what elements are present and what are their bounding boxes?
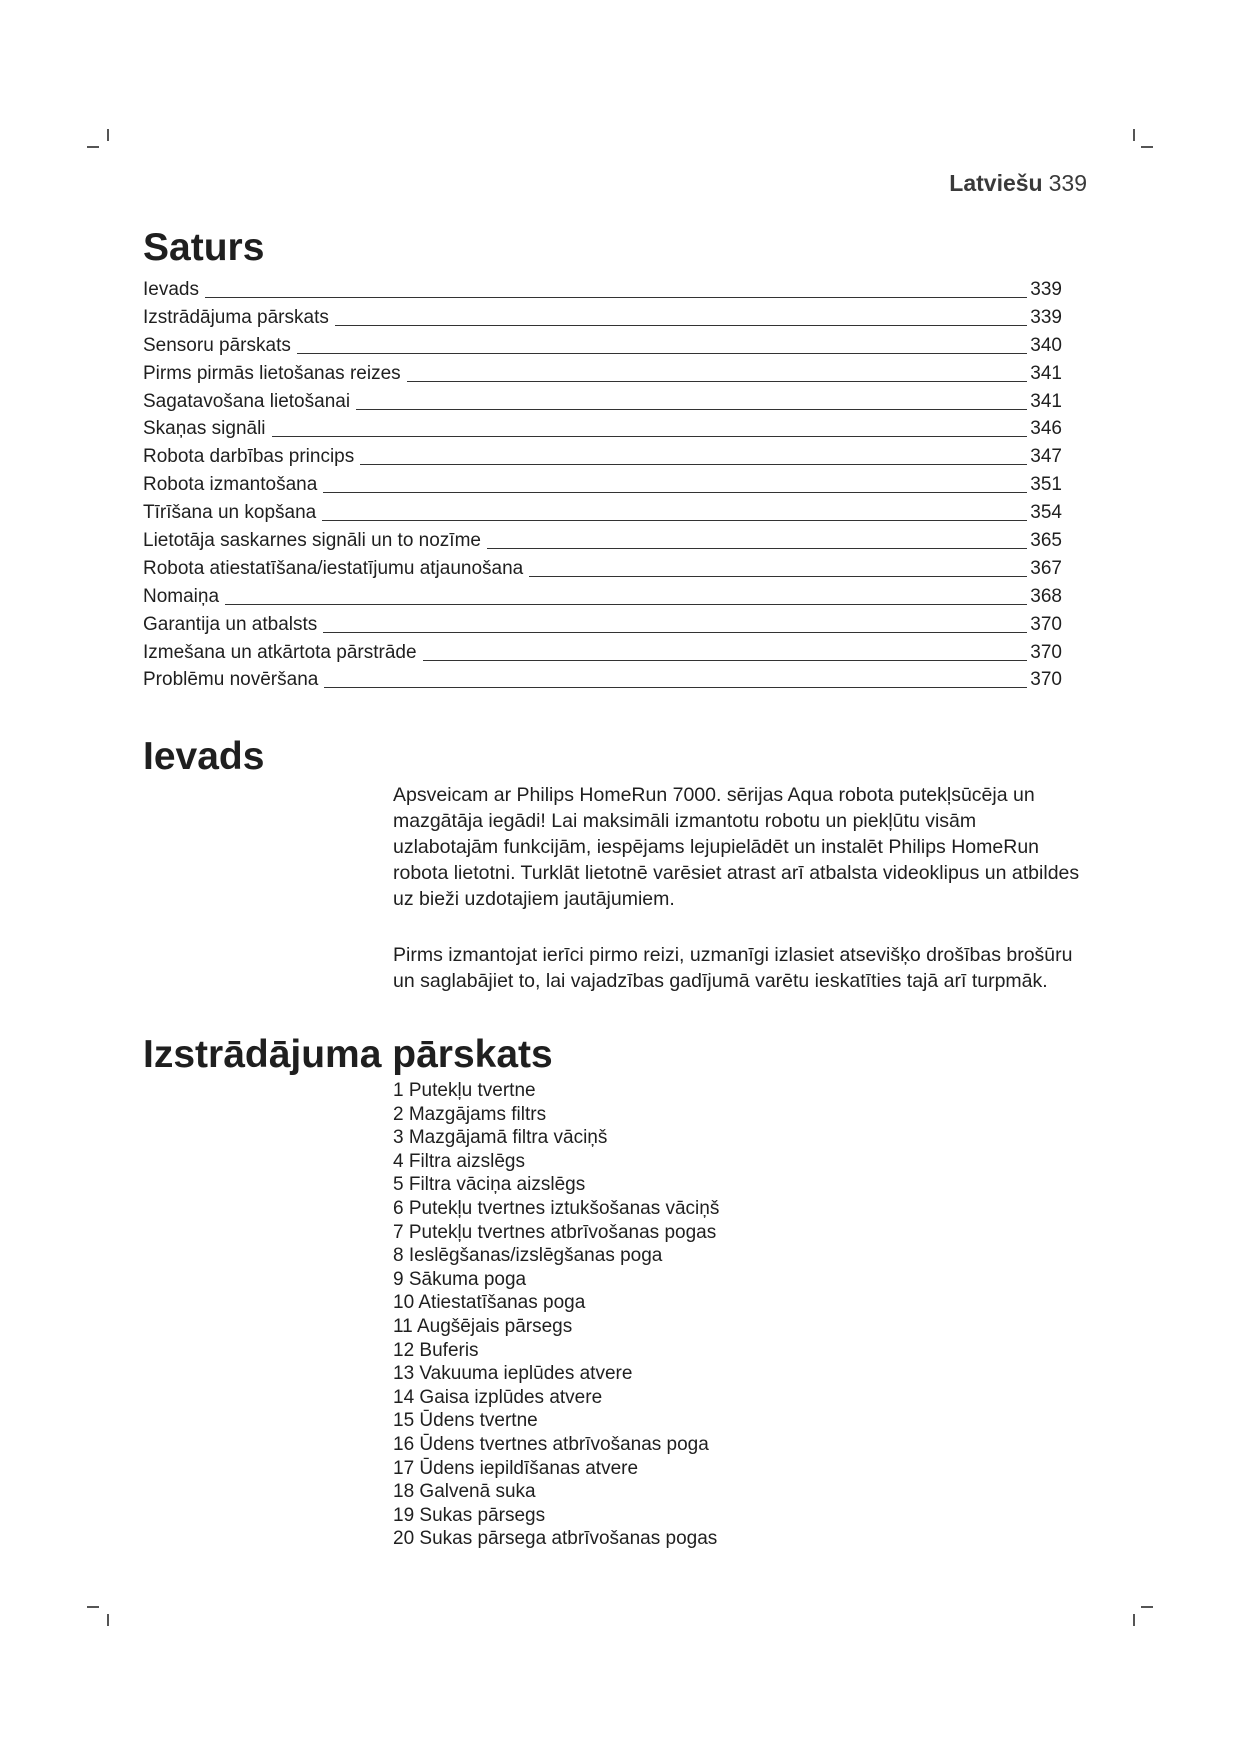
toc-leader-line <box>487 527 1027 549</box>
toc-entry-label: Lietotāja saskarnes signāli un to nozīme <box>143 530 481 552</box>
toc-entry-page: 367 <box>1030 557 1062 579</box>
list-item-label: Putekļu tvertne <box>408 1080 536 1101</box>
header-language: Latviešu <box>949 170 1043 196</box>
toc-entry <box>143 527 1062 555</box>
toc-entry-page: 339 <box>1030 306 1062 328</box>
toc-entry-page: 339 <box>1030 279 1062 300</box>
list-item <box>393 1291 719 1315</box>
toc-entry-page: 341 <box>1030 362 1062 384</box>
list-item-number: 10 <box>393 1292 415 1314</box>
toc-leader-line <box>360 443 1027 465</box>
toc-entry <box>143 304 1062 332</box>
toc-leader-line <box>272 415 1028 437</box>
list-item <box>393 1315 719 1339</box>
toc-entry <box>143 666 1062 694</box>
list-item-label: Sukas pārsegs <box>419 1504 546 1526</box>
paragraph-line: uzlabotajām funkcijām, iespējams lejupielādēt un instalēt Philips HomeRun <box>393 836 1040 858</box>
list-item-number: 3 <box>393 1127 404 1149</box>
crop-mark <box>1141 146 1153 148</box>
list-item-label: Atiestatīšanas poga <box>418 1292 586 1314</box>
toc-entry-page: 368 <box>1030 585 1062 607</box>
toc-entry <box>143 332 1062 360</box>
list-item <box>393 1244 719 1268</box>
toc-entry-label: Robota atiestatīšana/iestatījumu atjaunošana <box>143 557 524 579</box>
list-item-number: 16 <box>393 1433 415 1455</box>
list-item <box>393 1197 719 1221</box>
list-item <box>393 1126 719 1150</box>
crop-mark <box>1141 1606 1153 1608</box>
safety-paragraph <box>393 942 1072 994</box>
list-item-number: 8 <box>393 1245 404 1267</box>
paragraph-line: un saglabājiet to, lai vajadzības gadījumā varētu ieskatīties tajā arī turpmāk. <box>393 970 1048 992</box>
list-item-label: Gaisa izplūdes atvere <box>419 1386 603 1408</box>
intro-title: Ievads <box>143 735 265 778</box>
toc-entry <box>143 499 1062 527</box>
toc-entry <box>143 388 1062 416</box>
toc-leader-line <box>323 471 1027 493</box>
list-item <box>393 1362 719 1386</box>
list-item-label: Galvenā suka <box>419 1481 536 1503</box>
toc-entry-page: 347 <box>1030 446 1062 468</box>
crop-mark <box>107 1614 109 1626</box>
toc-entry-label: Garantija un atbalsts <box>143 613 318 635</box>
toc-entry <box>143 555 1062 583</box>
toc-entry <box>143 443 1062 471</box>
list-item <box>393 1103 719 1127</box>
list-item-label: Ieslēgšanas/izslēgšanas poga <box>408 1245 663 1267</box>
list-item <box>393 1268 719 1292</box>
toc-entry-page: 370 <box>1030 613 1062 635</box>
toc-entry-label: Skaņas signāli <box>143 418 266 440</box>
list-item <box>393 1339 719 1363</box>
list-item <box>393 1409 719 1433</box>
toc-entry-label: Tīrīšana un kopšana <box>143 502 317 524</box>
toc-leader-line <box>335 304 1027 326</box>
toc-entry <box>143 360 1062 388</box>
list-item-label: Ūdens tvertne <box>419 1410 538 1432</box>
toc-entry-page: 351 <box>1030 474 1062 496</box>
paragraph-line: robota lietotni. Turklāt lietotnē varēsiet atrast arī atbalsta videoklipus un atbildes <box>393 862 1080 884</box>
list-item-number: 2 <box>393 1103 404 1125</box>
list-item-number: 18 <box>393 1481 415 1503</box>
paragraph-line: uz bieži uzdotajiem jautājumiem. <box>393 888 675 910</box>
toc-entry-page: 370 <box>1030 641 1062 663</box>
list-item-number: 13 <box>393 1363 415 1385</box>
paragraph-line: mazgātāja iegādi! Lai maksimāli izmantotu robotu un piekļūtu visām <box>393 810 977 832</box>
toc-entry-label: Problēmu novēršana <box>143 669 319 691</box>
crop-mark <box>107 129 109 141</box>
paragraph-line: Pirms izmantojat ierīci pirmo reizi, uzmanīgi izlasiet atsevišķo drošības brošūru <box>393 944 1073 966</box>
list-item-number: 1 <box>393 1080 404 1101</box>
list-item-number: 9 <box>393 1268 404 1290</box>
list-item-number: 12 <box>393 1339 415 1361</box>
header-page-number: 339 <box>1048 170 1087 196</box>
toc-leader-line <box>356 388 1027 410</box>
list-item-number: 4 <box>393 1150 404 1172</box>
toc-leader-line <box>225 583 1027 605</box>
list-item-number: 15 <box>393 1410 415 1432</box>
paragraph-line: Apsveicam ar Philips HomeRun 7000. sērijas Aqua robota putekļsūcēja un <box>393 784 1035 806</box>
list-item-label: Filtra aizslēgs <box>408 1150 526 1172</box>
list-item-number: 19 <box>393 1504 415 1526</box>
list-item-label: Mazgājams filtrs <box>408 1103 547 1125</box>
crop-mark <box>1133 1614 1135 1626</box>
list-item-number: 6 <box>393 1197 404 1219</box>
crop-mark <box>1133 129 1135 141</box>
list-item-label: Vakuuma ieplūdes atvere <box>419 1363 633 1385</box>
overview-title: Izstrādājuma pārskats <box>143 1033 553 1076</box>
toc-entry-label: Sagatavošana lietošanai <box>143 390 351 412</box>
toc-entry-label: Nomaiņa <box>143 585 220 607</box>
toc-entry <box>143 276 1062 304</box>
list-item <box>393 1150 719 1174</box>
list-item-label: Putekļu tvertnes atbrīvošanas pogas <box>408 1221 717 1243</box>
list-item-label: Mazgājamā filtra vāciņš <box>408 1127 608 1149</box>
table-of-contents <box>143 276 1062 694</box>
toc-leader-line <box>297 332 1027 354</box>
toc-entry-label: Sensoru pārskats <box>143 334 291 356</box>
list-item <box>393 1480 719 1504</box>
list-item-label: Sākuma poga <box>408 1268 527 1290</box>
list-item <box>393 1527 719 1551</box>
toc-entry <box>143 611 1062 639</box>
list-item-label: Ūdens tvertnes atbrīvošanas poga <box>419 1433 709 1455</box>
list-item-label: Buferis <box>419 1339 479 1361</box>
toc-leader-line <box>529 555 1027 577</box>
toc-entry-page: 370 <box>1030 669 1062 691</box>
toc-entry-label: Robota darbības princips <box>143 446 355 468</box>
crop-mark <box>87 146 99 148</box>
list-item-number: 5 <box>393 1174 404 1196</box>
toc-entry-label: Pirms pirmās lietošanas reizes <box>143 362 401 384</box>
list-item-label: Filtra vāciņa aizslēgs <box>408 1174 586 1196</box>
list-item <box>393 1221 719 1245</box>
toc-entry-page: 354 <box>1030 502 1062 524</box>
list-item-label: Putekļu tvertnes iztukšošanas vāciņš <box>408 1197 720 1219</box>
toc-entry-label: Izmešana un atkārtota pārstrāde <box>143 641 417 663</box>
toc-leader-line <box>407 360 1028 382</box>
toc-leader-line <box>423 639 1028 661</box>
toc-entry-label: Ievads <box>143 279 199 300</box>
list-item-number: 7 <box>393 1221 404 1243</box>
toc-entry-page: 341 <box>1030 390 1062 412</box>
list-item-label: Augšējais pārsegs <box>416 1315 573 1337</box>
list-item-label: Sukas pārsega atbrīvošanas pogas <box>419 1528 718 1550</box>
toc-leader-line <box>323 611 1027 633</box>
list-item <box>393 1079 719 1103</box>
intro-paragraph <box>393 782 1079 912</box>
list-item-number: 11 <box>393 1315 413 1337</box>
toc-title: Saturs <box>143 226 265 269</box>
toc-leader-line <box>205 276 1027 298</box>
toc-leader-line <box>322 499 1027 521</box>
running-header <box>949 170 1087 196</box>
toc-leader-line <box>324 666 1027 688</box>
list-item-number: 17 <box>393 1457 415 1479</box>
toc-entry-page: 365 <box>1030 530 1062 552</box>
toc-entry-page: 346 <box>1030 418 1062 440</box>
list-item-number: 20 <box>393 1528 415 1550</box>
list-item-label: Ūdens iepildīšanas atvere <box>419 1457 639 1479</box>
toc-entry-page: 340 <box>1030 334 1062 356</box>
list-item <box>393 1386 719 1410</box>
toc-entry <box>143 415 1062 443</box>
toc-entry <box>143 471 1062 499</box>
list-item <box>393 1457 719 1481</box>
product-parts-list <box>393 1079 719 1551</box>
toc-entry <box>143 639 1062 667</box>
toc-entry-label: Robota izmantošana <box>143 474 318 496</box>
toc-entry <box>143 583 1062 611</box>
list-item <box>393 1504 719 1528</box>
list-item-number: 14 <box>393 1386 415 1408</box>
crop-mark <box>87 1606 99 1608</box>
toc-entry-label: Izstrādājuma pārskats <box>143 306 329 328</box>
list-item <box>393 1433 719 1457</box>
list-item <box>393 1173 719 1197</box>
